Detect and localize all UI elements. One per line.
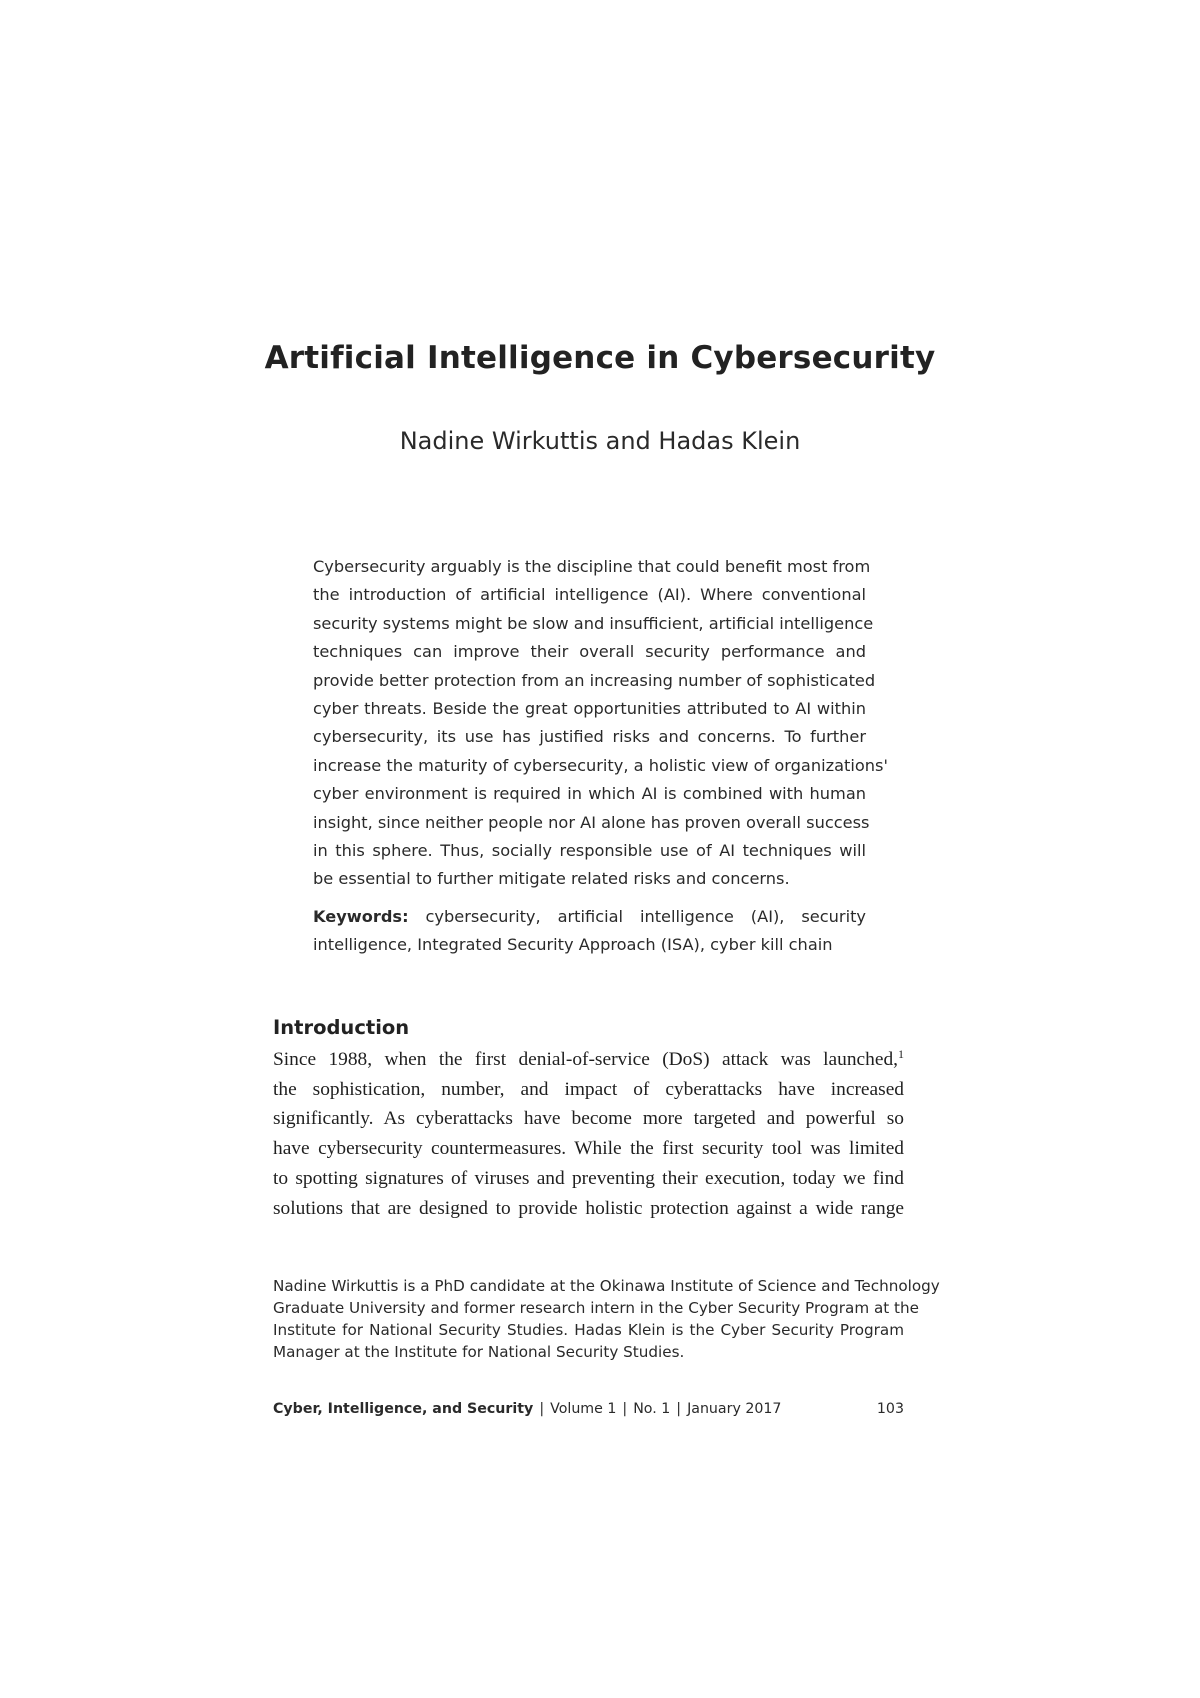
- page-number: 103: [876, 1401, 904, 1417]
- journal-issue: No. 1: [633, 1401, 671, 1417]
- body-line: the sophistication, number, and impact of cyberattacks have increased: [273, 1078, 904, 1100]
- journal-name: Cyber, Intelligence, and Security: [273, 1401, 534, 1417]
- footer-separator: |: [539, 1401, 545, 1417]
- author-note-line: Graduate University and former research intern in the Cyber Security Program at the: [273, 1299, 919, 1317]
- footer-separator: |: [676, 1401, 682, 1417]
- author-note-line: Institute for National Security Studies. Hadas Klein is the Cyber Security Program: [273, 1321, 904, 1339]
- keywords-line: [313, 903, 866, 931]
- body-line: to spotting signatures of viruses and preventing their execution, today we find: [273, 1167, 904, 1189]
- keywords: [313, 903, 866, 960]
- body-line: have cybersecurity countermeasures. While the first security tool was limited: [273, 1138, 904, 1160]
- abstract-line: security systems might be slow and insufficient, artificial intelligence: [313, 613, 874, 633]
- abstract-line: techniques can improve their overall security performance and: [313, 642, 866, 662]
- keywords-label: Keywords:: [313, 907, 409, 926]
- body-line-text: Since 1988, when the first denial-of-service (DoS) attack was launched,: [273, 1049, 898, 1070]
- abstract-line: cyber threats. Beside the great opportunities attributed to AI within: [313, 699, 866, 719]
- abstract-line: be essential to further mitigate related risks and concerns.: [313, 869, 790, 889]
- abstract: [313, 553, 888, 894]
- footnote-reference[interactable]: 1: [898, 1047, 904, 1061]
- author-note-line: Manager at the Institute for National Security Studies.: [273, 1343, 685, 1361]
- keywords-text: cybersecurity, artificial intelligence (AI), security: [425, 907, 866, 926]
- body-line: solutions that are designed to provide holistic protection against a wide range: [273, 1197, 904, 1219]
- section-heading-introduction: Introduction: [273, 1016, 410, 1039]
- abstract-line: Cybersecurity arguably is the discipline that could benefit most from: [313, 557, 871, 576]
- abstract-line: in this sphere. Thus, socially responsible use of AI techniques will: [313, 841, 866, 861]
- article-authors: Nadine Wirkuttis and Hadas Klein: [399, 427, 801, 455]
- footer-separator: |: [622, 1401, 628, 1417]
- abstract-line: the introduction of artificial intelligence (AI). Where conventional: [313, 585, 866, 605]
- journal-citation: [273, 1401, 781, 1417]
- abstract-line: cyber environment is required in which AI is combined with human: [313, 784, 866, 804]
- journal-date: January 2017: [687, 1401, 782, 1417]
- abstract-line: cybersecurity, its use has justified risks and concerns. To further: [313, 727, 866, 747]
- abstract-line: increase the maturity of cybersecurity, a holistic view of organizations': [313, 755, 888, 775]
- introduction-body: [273, 1045, 904, 1223]
- abstract-line: insight, since neither people nor AI alone has proven overall success: [313, 812, 870, 832]
- author-note-line: Nadine Wirkuttis is a PhD candidate at the Okinawa Institute of Science and Technology: [273, 1277, 940, 1295]
- journal-volume: Volume 1: [550, 1401, 617, 1417]
- body-line: significantly. As cyberattacks have become more targeted and powerful so: [273, 1108, 904, 1130]
- abstract-line: provide better protection from an increasing number of sophisticated: [313, 670, 876, 690]
- body-line: [273, 1045, 904, 1075]
- page-footer: [273, 1401, 904, 1417]
- author-note: [273, 1275, 940, 1363]
- keywords-line: intelligence, Integrated Security Approach (ISA), cyber kill chain: [313, 935, 833, 955]
- article-title: Artificial Intelligence in Cybersecurity: [264, 340, 936, 376]
